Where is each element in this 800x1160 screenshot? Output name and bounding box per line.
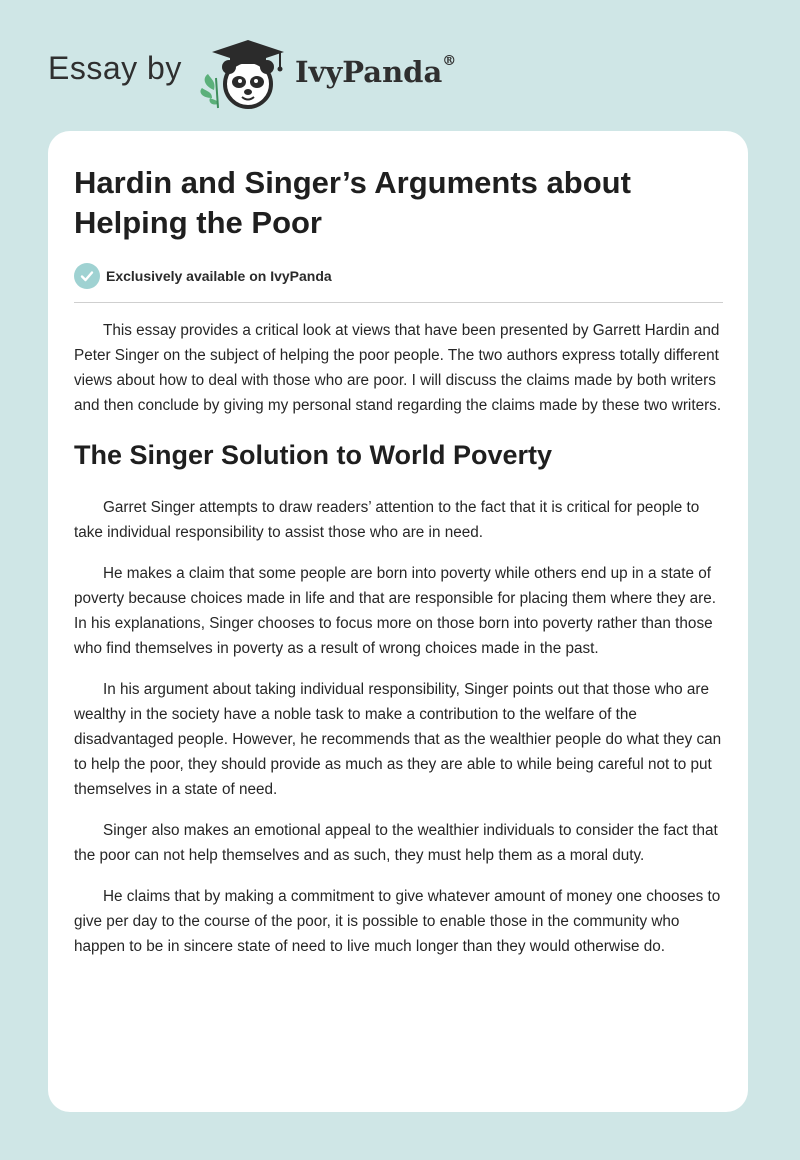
essay-by-label: Essay by bbox=[48, 50, 182, 86]
paragraph: In his argument about taking individual responsibility, Singer points out that those who are wealthy in the society have a noble task to make a contribution to the welfare of the disadvantaged people. However, he recommends that as the wealthier people do what they can to help the poor, they should provide as much as they are able to while being careful not to put themselves in a state of need. bbox=[74, 681, 722, 798]
exclusive-badge bbox=[74, 263, 332, 289]
essay-card bbox=[48, 131, 748, 1112]
registered-mark: ® bbox=[442, 53, 457, 69]
essay-body bbox=[74, 318, 726, 975]
brand-name[interactable] bbox=[295, 55, 456, 89]
page-title: Hardin and Singer’s Arguments about Helping the Poor bbox=[74, 165, 631, 240]
section-heading: The Singer Solution to World Poverty bbox=[74, 440, 553, 470]
panda-logo-icon[interactable] bbox=[196, 34, 292, 110]
paragraph: Singer also makes an emotional appeal to the wealthier individuals to consider the fact that the poor can not help themselves and as such, they must help them as a moral duty. bbox=[74, 822, 718, 864]
brand-text: IvyPanda bbox=[295, 55, 443, 89]
paragraph: Garret Singer attempts to draw readers’ attention to the fact that it is critical for people to take individual responsibility to assist those who are in need. bbox=[74, 499, 700, 541]
divider bbox=[74, 302, 723, 303]
paragraph: This essay provides a critical look at views that have been presented by Garrett Hardin and Peter Singer on the subject of helping the poor people. The two authors express totally different views about how to deal with those who are poor. I will discuss the claims made by both writers and then conclude by giving my personal stand regarding the claims made by these two writers. bbox=[74, 322, 722, 414]
check-icon bbox=[74, 263, 100, 289]
paragraph: He claims that by making a commitment to give whatever amount of money one chooses to give per day to the course of the poor, it is possible to enable those in the community who happen to be in sincere state of need to live much longer than they would otherwise do. bbox=[74, 888, 721, 955]
exclusive-badge-label: Exclusively available on IvyPanda bbox=[106, 268, 332, 284]
site-header bbox=[0, 0, 800, 120]
paragraph: He makes a claim that some people are born into poverty while others end up in a state of poverty because choices made in life and that are responsible for placing them where they are. In his explanations, Singer chooses to focus more on those born into poverty rather than those who find themselves in poverty as a result of wrong choices made in the past. bbox=[74, 565, 716, 657]
